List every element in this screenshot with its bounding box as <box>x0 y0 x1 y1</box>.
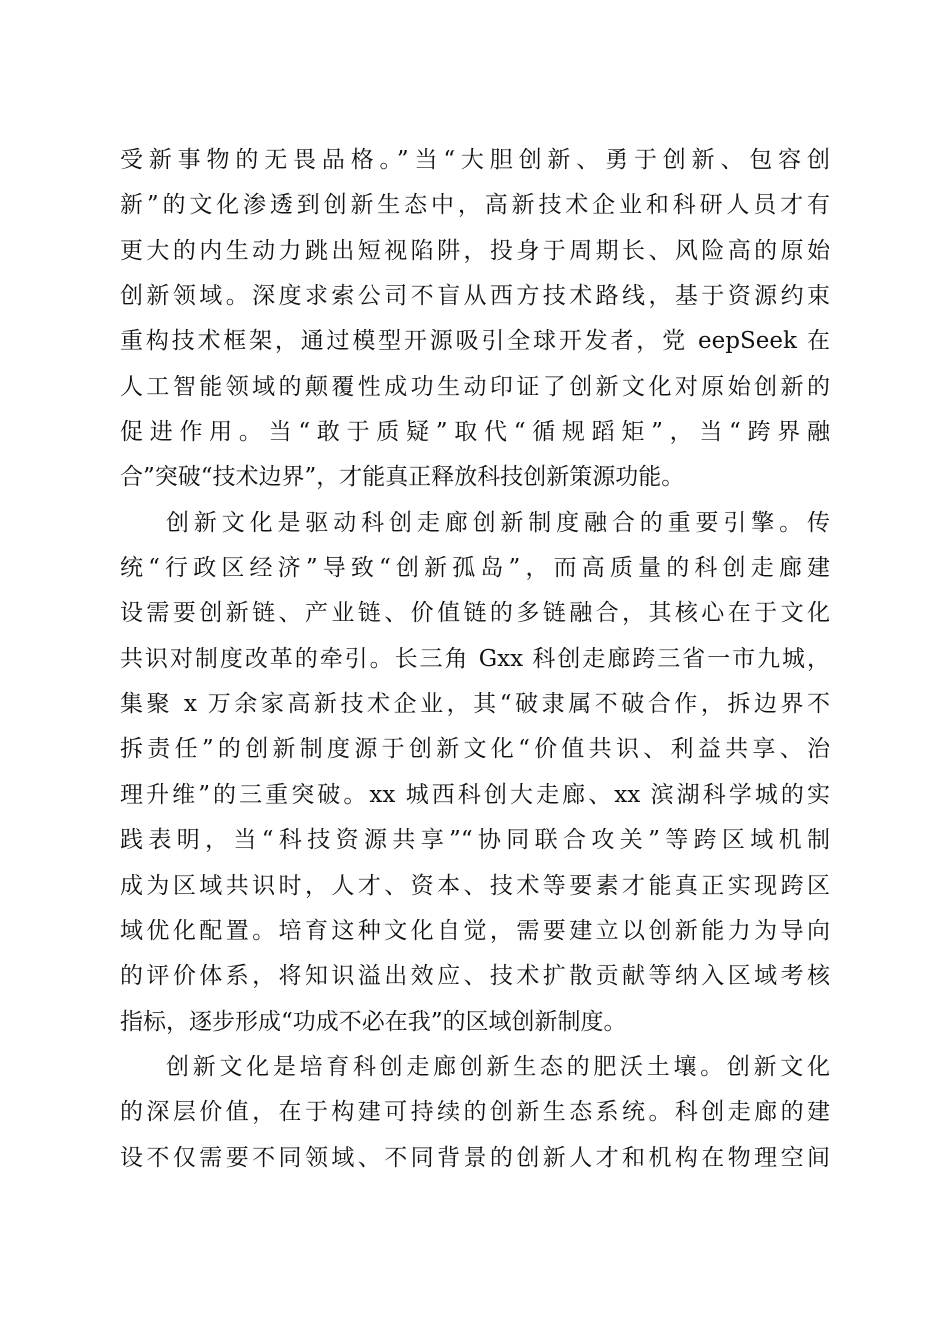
paragraph-3 <box>120 1045 830 1181</box>
paragraph-1 <box>120 138 830 501</box>
text-line: 合”突破“技术边界”，才能真正释放科技创新策源功能。 <box>120 464 685 491</box>
text-line: 创新领域。深度求索公司不盲从西方技术路线，基于资源约束 <box>120 283 830 310</box>
text-line: 共识对制度改革的牵引。长三角 Gxx 科创走廊跨三省一市九城， <box>120 645 830 672</box>
text-line: 创新文化是驱动科创走廊创新制度融合的重要引擎。传 <box>166 509 830 536</box>
text-line: 新”的文化渗透到创新生态中，高新技术企业和科研人员才有 <box>120 192 830 219</box>
text-line: 理升维”的三重突破。xx 城西科创大走廊、xx 滨湖科学城的实 <box>120 781 830 808</box>
text-line: 创新文化是培育科创走廊创新生态的肥沃土壤。创新文化 <box>166 1053 830 1080</box>
text-line: 拆责任”的创新制度源于创新文化“价值共识、利益共享、治 <box>120 736 830 763</box>
text-line: 统“行政区经济”导致“创新孤岛”，而高质量的科创走廊建 <box>120 555 830 582</box>
text-line: 设不仅需要不同领域、不同背景的创新人才和机构在物理空间 <box>120 1144 830 1171</box>
text-line: 人工智能领域的颠覆性成功生动印证了创新文化对原始创新的 <box>120 373 830 400</box>
text-line: 重构技术框架，通过模型开源吸引全球开发者，党 eepSeek 在 <box>120 328 830 355</box>
text-line: 践表明，当“科技资源共享”“协同联合攻关”等跨区域机制 <box>120 827 830 854</box>
text-line: 促进作用。当“敢于质疑”取代“循规蹈矩”，当“跨界融 <box>120 419 830 446</box>
text-line: 的评价体系，将知识溢出效应、技术扩散贡献等纳入区域考核 <box>120 963 830 990</box>
text-line: 域优化配置。培育这种文化自觉，需要建立以创新能力为导向 <box>120 917 830 944</box>
text-line: 成为区域共识时，人才、资本、技术等要素才能真正实现跨区 <box>120 872 830 899</box>
text-line: 的深层价值，在于构建可持续的创新生态系统。科创走廊的建 <box>120 1099 830 1126</box>
text-line: 设需要创新链、产业链、价值链的多链融合，其核心在于文化 <box>120 600 830 627</box>
text-line: 更大的内生动力跳出短视陷阱，投身于周期长、风险高的原始 <box>120 237 830 264</box>
text-line: 集聚 x 万余家高新技术企业，其“破隶属不破合作，拆边界不 <box>120 691 830 718</box>
text-line: 受新事物的无畏品格。”当“大胆创新、勇于创新、包容创 <box>120 147 830 173</box>
document-page <box>120 138 830 1181</box>
text-line: 指标，逐步形成“功成不必在我”的区域创新制度。 <box>120 1008 627 1035</box>
paragraph-2 <box>120 501 830 1045</box>
